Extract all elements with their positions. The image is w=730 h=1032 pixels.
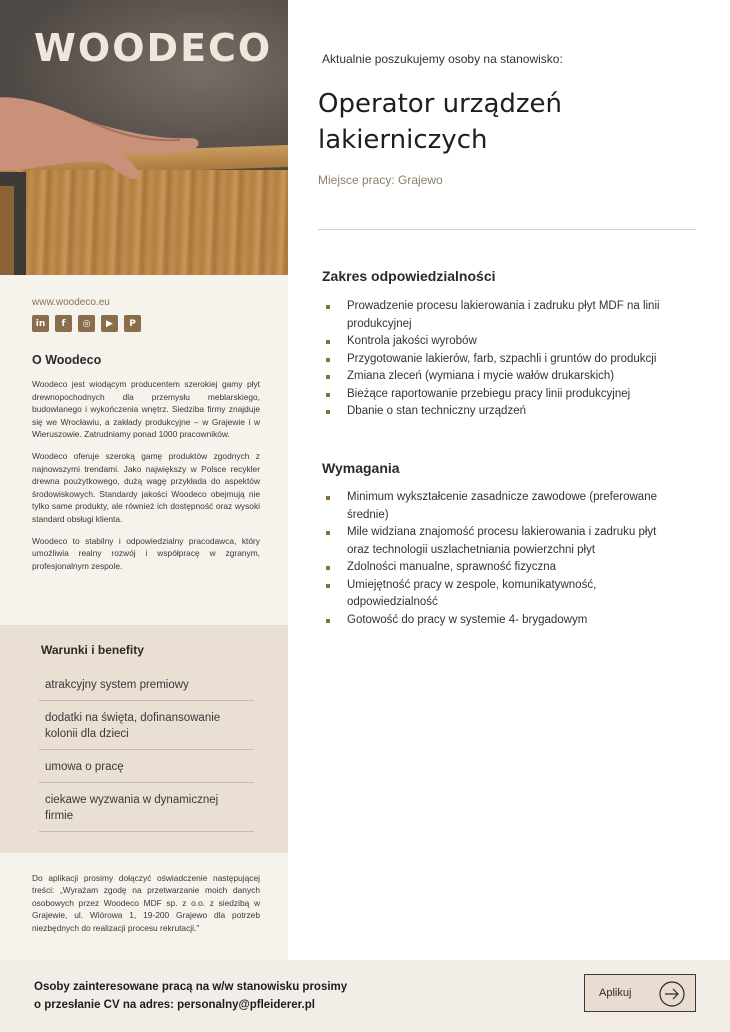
list-item: Zdolności manualne, sprawność fizyczna xyxy=(326,559,671,577)
about-paragraph: Woodeco oferuje szeroką gamę produktów zgodnych z najnowszymi trendami. Jako największy w Polsce recykler drewna poużytkowego, dużą wagę przykłada do aspektów środowiskowych. Standardy jakości Woodeco obejmują nie tylko same produkty, ale również ich dostępność oraz wysoki standard obsługi klienta. xyxy=(32,450,260,524)
benefits-list xyxy=(39,670,254,832)
list-item: Umiejętność pracy w zespole, komunikatywność, odpowiedzialność xyxy=(326,577,671,612)
job-location: Miejsce pracy: Grajewo xyxy=(318,173,443,187)
about-paragraph: Woodeco jest wiodącym producentem szerokiej gamy płyt drewnopochodnych dla przemysłu meblarskiego, budowlanego i wykończenia wnętrz. Siedziba firmy znajduje się we Wrocławiu, a zakłady produkcyjne – w Grajewie i w Wieruszowie. Zatrudniamy ponad 1000 pracowników. xyxy=(32,379,260,440)
list-item: Minimum wykształcenie zasadnicze zawodowe (preferowane średnie) xyxy=(326,489,671,524)
list-item: Gotowość do pracy w systemie 4- brygadowym xyxy=(326,612,671,630)
social-links xyxy=(32,315,141,332)
hand-illustration xyxy=(0,60,210,180)
footer-contact xyxy=(34,978,454,1014)
benefit-item: atrakcyjny system premiowy xyxy=(39,670,254,701)
job-intro: Aktualnie poszukujemy osoby na stanowisko: xyxy=(322,52,563,66)
list-item: Przygotowanie lakierów, farb, szpachli i gruntów do produkcji xyxy=(326,351,671,369)
responsibilities-title: Zakres odpowiedzialności xyxy=(322,268,496,284)
list-item: Zmiana zleceń (wymiana i mycie wałów drukarskich) xyxy=(326,368,671,386)
website-link[interactable]: www.woodeco.eu xyxy=(32,297,110,308)
benefit-item: ciekawe wyzwania w dynamicznej firmie xyxy=(39,783,254,832)
instagram-icon[interactable]: ◎ xyxy=(78,315,95,332)
brand-logo: WOODECO xyxy=(34,26,273,70)
linkedin-icon[interactable]: in xyxy=(32,315,49,332)
divider xyxy=(318,229,696,230)
list-item: Bieżące raportowanie przebiegu pracy linii produkcyjnej xyxy=(326,386,671,404)
footer-line: Osoby zainteresowane pracą na w/w stanowisku prosimy xyxy=(34,981,348,993)
list-item: Dbanie o stan techniczny urządzeń xyxy=(326,403,671,421)
hero-image xyxy=(0,0,288,275)
arrow-right-icon xyxy=(659,981,685,1007)
requirements-title: Wymagania xyxy=(322,460,400,476)
consent-note: Do aplikacji prosimy dołączyć oświadczenie następującej treści: „Wyrażam zgodę na przetwarzanie moich danych osobowych przez Woodeco MDF sp. z o.o. z siedzibą w Grajewie, ul. Wiórowa 1, 19-200 Grajewo dla potrzeb niezbędnych do realizacji procesu rekrutacji.” xyxy=(32,873,260,933)
youtube-icon[interactable]: ▶ xyxy=(101,315,118,332)
facebook-icon[interactable]: f xyxy=(55,315,72,332)
benefit-item: dodatki na święta, dofinansowanie kolonii dla dzieci xyxy=(39,701,254,750)
about-paragraph: Woodeco to stabilny i odpowiedzialny pracodawca, który umożliwia realny rozwój i współpracę w zgranym, profesjonalnym zespole. xyxy=(32,535,260,571)
benefits-title: Warunki i benefity xyxy=(41,643,144,657)
footer-email[interactable]: o przesłanie CV na adres: personalny@pfleiderer.pl xyxy=(34,999,315,1011)
list-item: Mile widziana znajomość procesu lakierowania i zadruku płyt oraz technologii uszlachetniania powierzchni płyt xyxy=(326,524,671,559)
responsibilities-list xyxy=(326,298,671,421)
pinterest-icon[interactable]: P xyxy=(124,315,141,332)
job-title: Operator urządzeń lakierniczych xyxy=(318,89,563,155)
list-item: Prowadzenie procesu lakierowania i zadruku płyt MDF na linii produkcyjnej xyxy=(326,298,671,333)
apply-button[interactable] xyxy=(584,974,696,1012)
about-text xyxy=(32,378,260,581)
requirements-list xyxy=(326,489,671,629)
about-title: O Woodeco xyxy=(32,353,102,367)
list-item: Kontrola jakości wyrobów xyxy=(326,333,671,351)
apply-label: Aplikuj xyxy=(599,987,632,999)
benefit-item: umowa o pracę xyxy=(39,750,254,783)
